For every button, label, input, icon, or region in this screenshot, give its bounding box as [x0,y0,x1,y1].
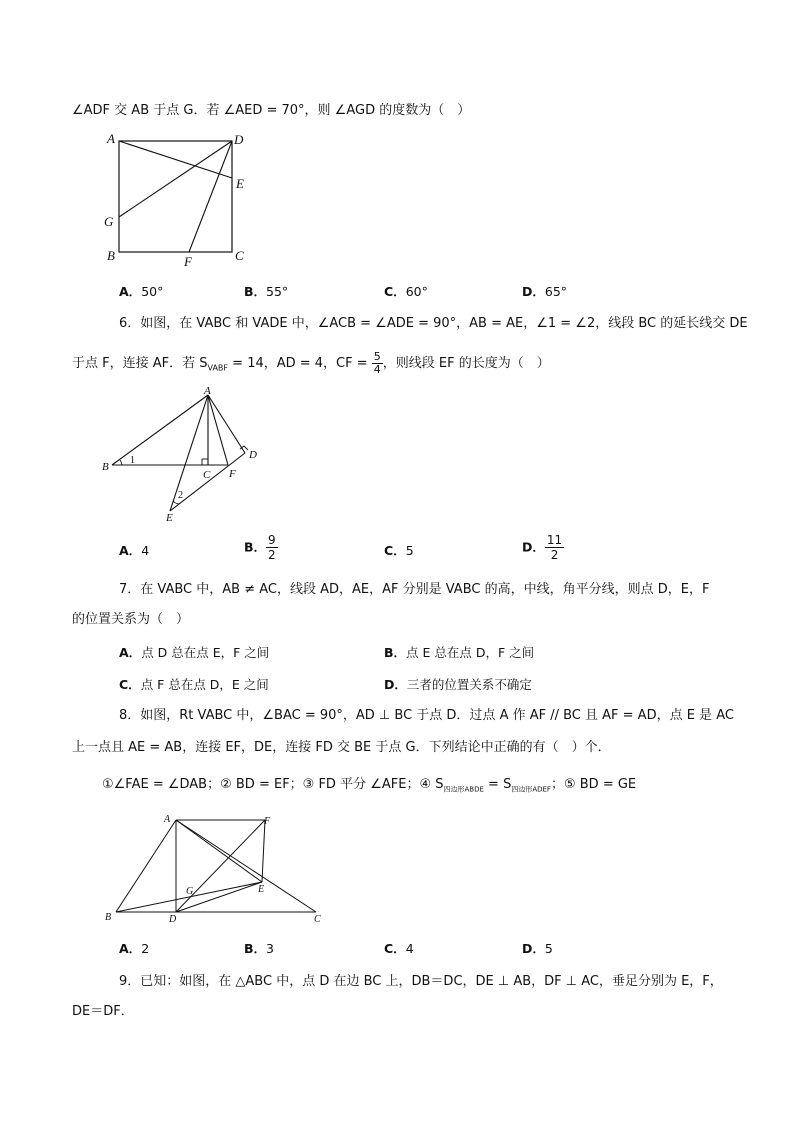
q5-question-tail: ∠ADF 交 AB 于点 G．若 ∠AED = 70°，则 ∠AGD 的度数为（ ） [72,103,471,118]
q8-label-a: A [164,814,171,825]
q5-label-a: A [107,131,115,146]
q6-label-c: C [203,469,211,481]
q6-label-a: A [204,385,211,397]
q9-question-line2: DE＝DF． [72,1004,134,1019]
q6-triangle-figure [100,385,270,525]
q6-label-b: B [102,461,109,473]
q7-option-c: C．点 F 总在点 D，E 之间 [119,677,269,692]
q8-statements: ①∠FAE = ∠DAB；② BD = EF；③ FD 平分 ∠AFE；④ $S_{四边形ABDE} = S_{四边形ADEF}$；⑤ BD = GE [102,777,637,794]
q6-label-e: E [166,512,173,524]
q8-figure [100,812,330,927]
q6-angle-2: 2 [178,490,183,501]
q5-option-c: C．60° [384,284,428,299]
q6-option-b: B． $\frac{9}{2}$ [244,533,276,562]
q7-question-line2: 的位置关系为（ ） [72,612,190,627]
q6-option-d: D． $\frac{11}{2}$ [522,533,563,562]
q5-label-c: C [235,248,244,263]
q8-option-a: A．2 [119,941,150,956]
q5-label-f: F [184,254,192,269]
q6-cf-fraction: $\frac{5}{4}$ [373,350,381,376]
q8-option-d: D．5 [522,941,553,956]
q6-label-f: F [229,468,236,480]
q6-option-a: A．4 [119,543,150,558]
q5-label-e: E [236,176,244,191]
q5-option-a: A．50° [119,284,164,299]
q7-option-a: A．点 D 总在点 E，F 之间 [119,645,270,660]
q6-question-line1: 6．如图，在 VABC 和 VADE 中，∠ACB = ∠ADE = 90°，AB = AE，∠1 = ∠2，线段 BC 的延长线交 DE [119,316,748,331]
q8-option-b: B．3 [244,941,274,956]
q8-label-b: B [105,912,112,923]
q8-question-line2: 上一点且 AE = AB，连接 EF，DE，连接 FD 交 BE 于点 G．下列结论中正确的有（ ）个． [72,740,611,755]
q8-label-c: C [314,914,321,925]
q8-question-line1: 8．如图，Rt VABC 中，∠BAC = 90°，AD ⊥ BC 于点 D．过点 A 作 AF // BC 且 AF = AD，点 E 是 AC [119,708,734,723]
q8-label-g: G [186,886,194,897]
q5-label-d: D [234,132,244,147]
q5-square-figure [100,128,260,268]
q5-label-b: B [107,248,115,263]
q8-option-c: C．4 [384,941,414,956]
q8-label-d: D [169,914,177,925]
q8-label-f: F [264,816,271,827]
q7-option-d: D．三者的位置关系不确定 [384,677,532,692]
q9-question-line1: 9．已知：如图，在 △ABC 中，点 D 在边 BC 上，DB＝DC，DE ⊥ AB，DF ⊥ AC，垂足分别为 E，F， [119,974,723,989]
q6-question-line2: 于点 F，连接 AF．若 $S_{VABF} = 14$，AD = 4，CF = $\frac{5}{4}$ ，则线段 EF 的长度为（ ） [72,350,550,376]
q7-question-line1: 7．在 VABC 中，AB ≠ AC，线段 AD，AE，AF 分别是 VABC 的高，中线，角平分线，则点 D，E，F [119,582,710,597]
q6-option-c: C．5 [384,543,414,558]
q5-option-b: B．55° [244,284,289,299]
q6-label-d: D [249,449,257,461]
q7-option-b: B．点 E 总在点 D，F 之间 [384,645,535,660]
q5-label-g: G [104,214,114,229]
q5-option-d: D．65° [522,284,568,299]
q8-label-e: E [258,884,265,895]
q6-angle-1: 1 [130,455,135,466]
